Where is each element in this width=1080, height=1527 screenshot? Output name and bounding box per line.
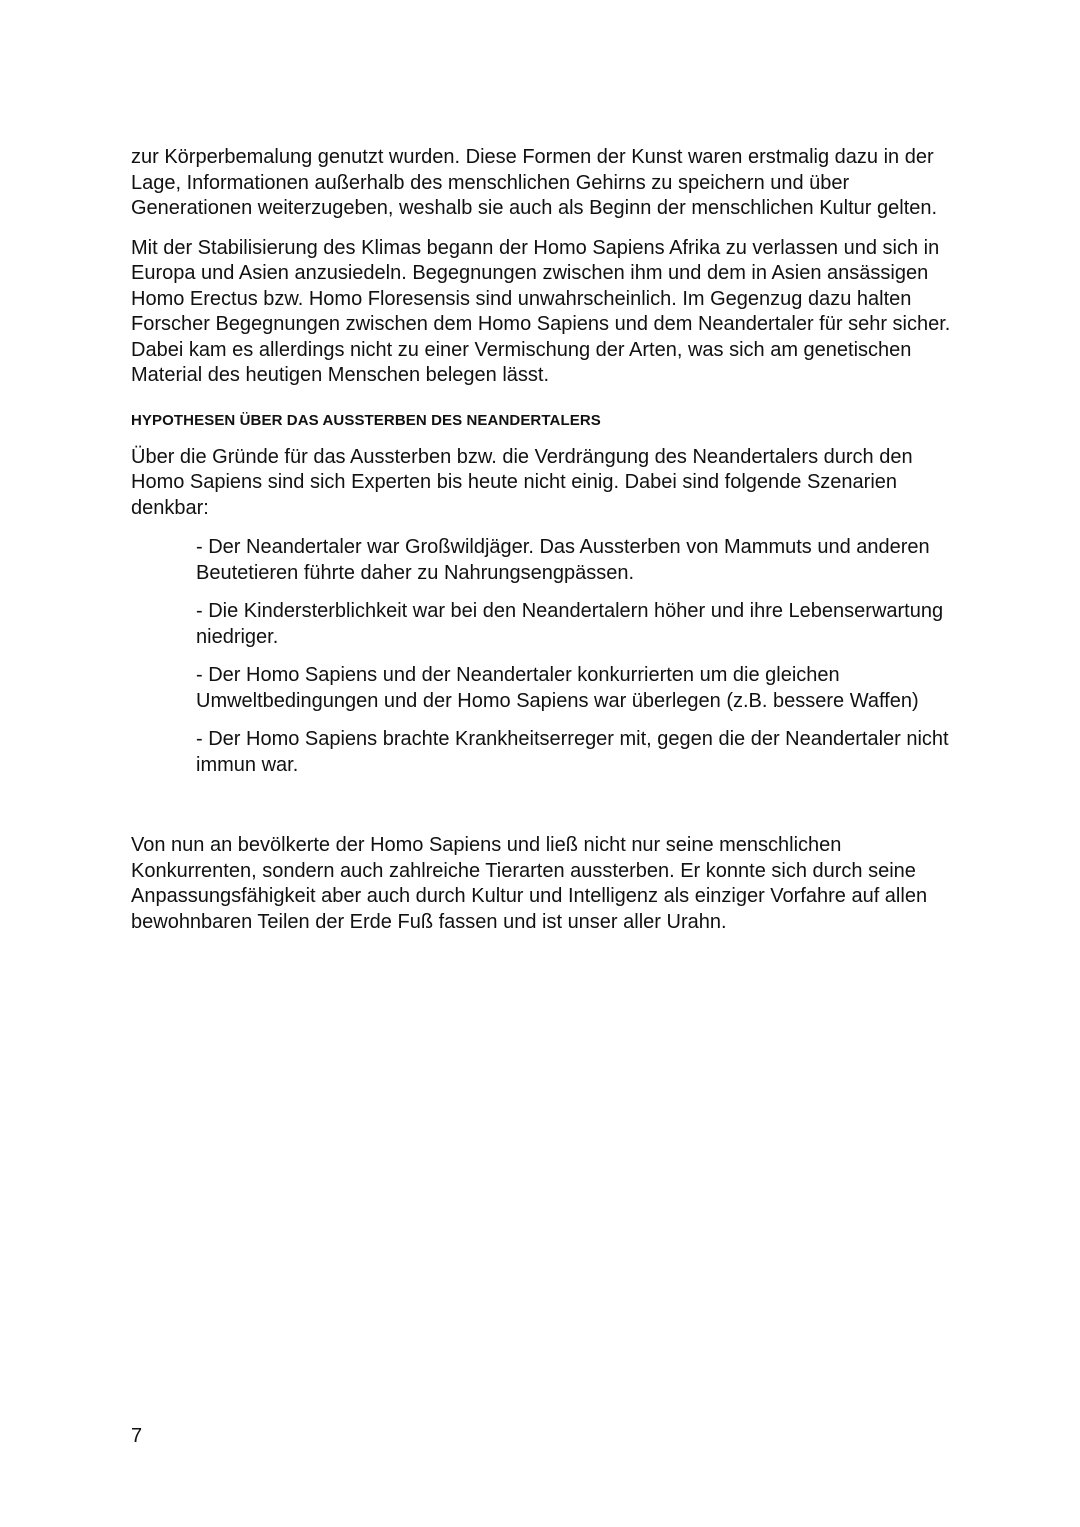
section-heading: HYPOTHESEN ÜBER DAS AUSSTERBEN DES NEANDERTALERS	[131, 411, 601, 429]
paragraph-art-culture: zur Körperbemalung genutzt wurden. Diese Formen der Kunst waren erstmalig dazu in der Lage, Informationen außerhalb des menschlichen Gehirns zu speichern und über Generationen weiterzugeben, weshalb sie auch als Beginn der menschlichen Kultur gelten.	[131, 146, 938, 219]
paragraph-closing: Von nun an bevölkerte der Homo Sapiens und ließ nicht nur seine menschlichen Konkurrenten, sondern auch zahlreiche Tierarten aussterben. Er konnte sich durch seine Anpassungsfähigkeit aber auch durch Kultur und Intelligenz als einziger Vorfahre auf allen bewohnbaren Teilen der Erde Fuß fassen und ist unser aller Urahn.	[131, 834, 928, 933]
paragraph-hypotheses-intro: Über die Gründe für das Aussterben bzw. die Verdrängung des Neandertalers durch den Homo Sapiens sind sich Experten bis heute nicht einig. Dabei sind folgende Szenarien denkbar:	[131, 445, 913, 519]
hypotheses-list	[196, 535, 956, 778]
page-number: 7	[131, 1425, 143, 1447]
paragraph-migration: Mit der Stabilisierung des Klimas begann der Homo Sapiens Afrika zu verlassen und sich in Europa und Asien anzusiedeln. Begegnungen zwischen ihm und dem in Asien ansässigen Homo Erectus bzw. Homo Floresensis sind unwahrscheinlich. Im Gegenzug dazu halten Forscher Begegnungen zwischen dem Homo Sapiens und dem Neandertaler für sehr sicher. Dabei kam es allerdings nicht zu einer Vermischung der Arten, was sich am genetischen Material des heutigen Menschen belegen lässt.	[131, 236, 951, 386]
list-item: - Die Kindersterblichkeit war bei den Neandertalern höher und ihre Lebenserwartung niedriger.	[196, 600, 944, 648]
list-item: - Der Neandertaler war Großwildjäger. Das Aussterben von Mammuts und anderen Beutetieren führte daher zu Nahrungsengpässen.	[196, 536, 930, 584]
list-item: - Der Homo Sapiens und der Neandertaler konkurrierten um die gleichen Umweltbedingungen und der Homo Sapiens war überlegen (z.B. bessere Waffen)	[196, 664, 919, 712]
list-item: - Der Homo Sapiens brachte Krankheitserreger mit, gegen die der Neandertaler nicht immun war.	[196, 728, 949, 776]
page-content	[131, 145, 961, 949]
